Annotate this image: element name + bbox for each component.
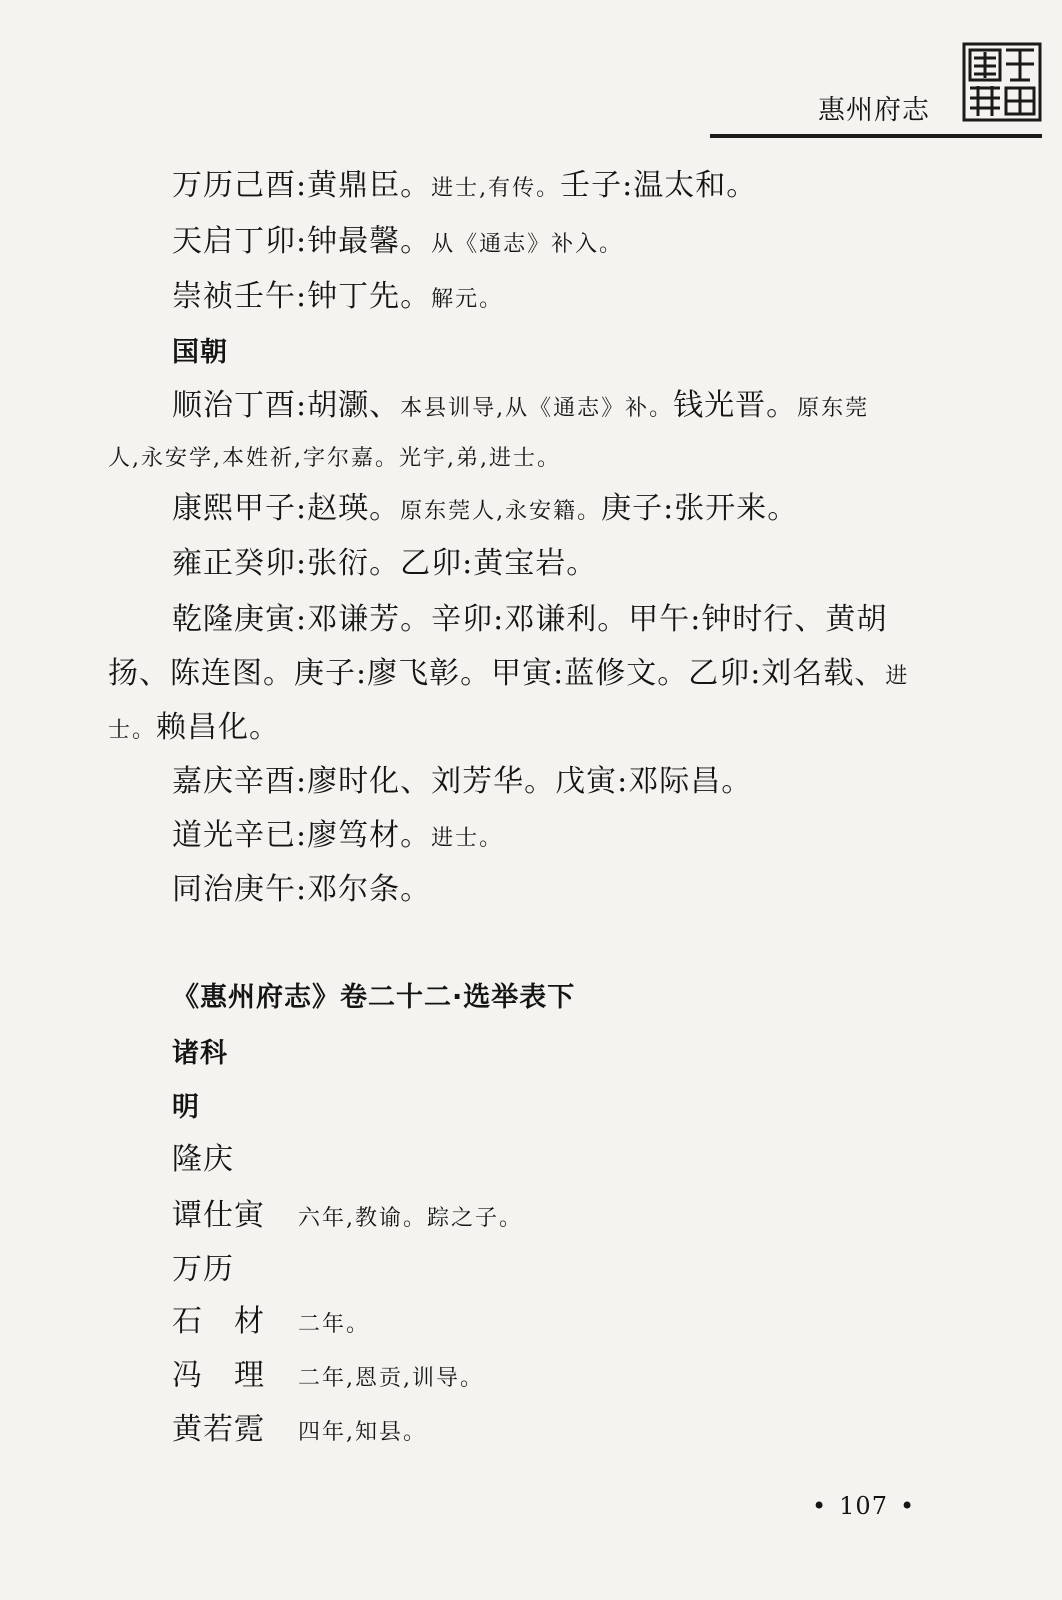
text-note: 原东莞: [797, 396, 870, 421]
text-main: 崇祯壬午:钟丁先。: [172, 279, 432, 314]
text-line: [172, 762, 752, 802]
entry-note: 四年,知县。: [298, 1420, 427, 1445]
text-line: [172, 166, 757, 209]
text-line: [108, 654, 909, 697]
running-title: 惠州府志: [818, 95, 930, 126]
entry-name: 谭仕寅: [172, 1198, 265, 1233]
entry-note: 六年,教谕。踪之子。: [298, 1206, 523, 1231]
text-main: 壬子:温太和。: [560, 168, 758, 203]
era-heading: 万历: [172, 1252, 234, 1287]
list-item: [172, 1196, 523, 1240]
folio-dot: •: [899, 1492, 916, 1520]
text-note: 解元。: [431, 287, 504, 312]
section-heading: 诸科: [172, 1038, 228, 1069]
text-line: [108, 436, 561, 479]
entry-name: 石 材: [172, 1304, 265, 1339]
text-main: 雍正癸卯:张衍。乙卯:黄宝岩。: [172, 546, 598, 581]
entry-name: 黄若霓: [172, 1412, 265, 1447]
text-main: 万历己酉:黄鼎臣。: [172, 168, 432, 203]
text-line: [172, 489, 798, 532]
text-main: 庚子:张开来。: [601, 491, 799, 526]
text-main: 嘉庆辛酉:廖时化、刘芳华。戊寅:邓际昌。: [172, 764, 753, 799]
text-note: 进: [885, 664, 910, 689]
text-line: [172, 386, 869, 429]
folio-dot: •: [812, 1492, 828, 1520]
text-main: 康熙甲子:赵瑛。: [172, 491, 401, 526]
text-line: [172, 544, 597, 584]
text-main: 钱光晋。: [673, 388, 798, 423]
text-note: 人,永安学,本姓祈,字尔嘉。光宇,弟,进士。: [108, 446, 561, 471]
text-line: [172, 870, 431, 910]
text-line: [172, 222, 623, 265]
entry-note: 二年,恩贡,训导。: [298, 1366, 484, 1391]
text-line: [172, 277, 503, 320]
text-note: 进士,有传。: [431, 176, 561, 201]
text-main: 道光辛已:廖笃材。: [172, 818, 432, 853]
text-main: 乾隆庚寅:邓谦芳。辛卯:邓谦利。甲午:钟时行、黄胡: [172, 602, 888, 637]
text-main: 同治庚午:邓尔条。: [172, 872, 432, 907]
text-note: 士。: [108, 718, 157, 743]
text-main: 天启丁卯:钟最馨。: [172, 224, 432, 259]
era-heading: 隆庆: [172, 1142, 234, 1177]
text-line: [172, 600, 887, 640]
list-item: [172, 1356, 484, 1400]
text-line: [108, 708, 280, 751]
entry-name: 冯 理: [172, 1358, 265, 1393]
text-main: 顺治丁酉:胡灏、: [172, 388, 401, 423]
text-note: 进士。: [431, 826, 504, 851]
text-note: 从《通志》补入。: [431, 232, 624, 257]
chapter-heading: 《惠州府志》卷二十二·选举表下: [172, 982, 576, 1013]
section-heading: 明: [172, 1092, 200, 1123]
header-rule: [710, 134, 1042, 138]
page-number: [800, 1492, 927, 1520]
text-main: 扬、陈连图。庚子:廖飞彰。甲寅:蓝修文。乙卯:刘名载、: [108, 656, 886, 691]
folio-number: 107: [839, 1492, 888, 1520]
list-item: [172, 1302, 370, 1346]
seal-stamp-icon: [962, 40, 1042, 124]
entry-note: 二年。: [298, 1312, 371, 1337]
text-main: 赖昌化。: [156, 710, 281, 745]
list-item: [172, 1410, 427, 1454]
text-line: [172, 816, 503, 859]
text-note: 本县训导,从《通志》补。: [400, 396, 674, 421]
text-note: 原东莞人,永安籍。: [400, 499, 602, 524]
section-heading: 国朝: [172, 337, 228, 368]
